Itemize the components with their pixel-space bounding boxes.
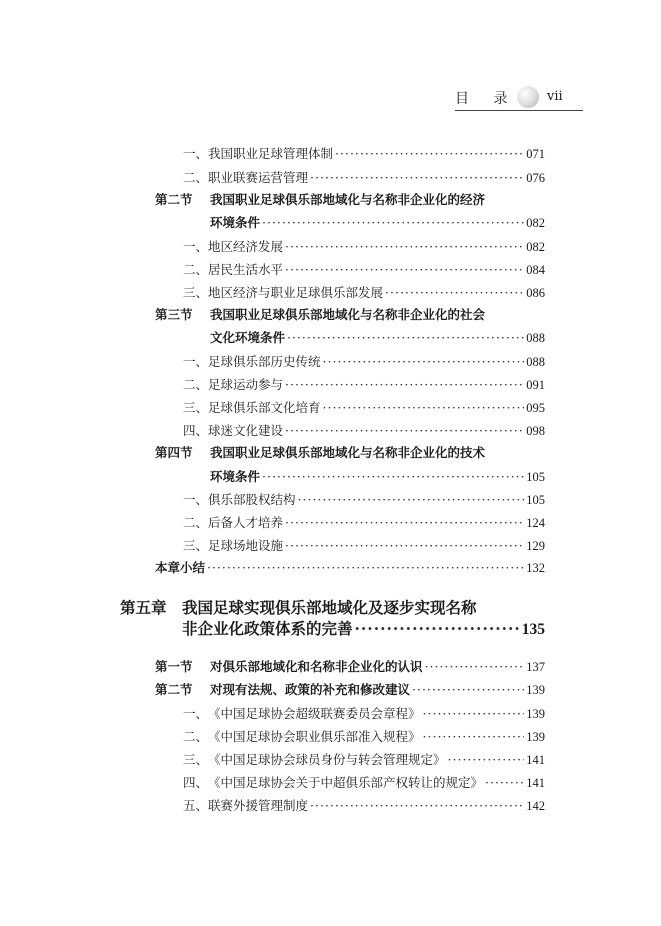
entry-title: 后备人才培养 — [208, 515, 284, 530]
section-title-line2: 环境条件 — [210, 469, 261, 484]
entry-title: 职业联赛运营管理 — [208, 170, 309, 185]
entry-page: 139 — [526, 730, 545, 744]
entry-number: 一、 — [183, 354, 209, 369]
entry-number: 四、 — [183, 423, 209, 438]
entry-number: 二、 — [183, 729, 209, 744]
entry-number: 一、 — [183, 239, 209, 254]
entry-page: 137 — [526, 660, 545, 674]
entry-title: 我国职业足球管理体制 — [208, 146, 334, 161]
dot-leader — [285, 423, 524, 438]
dot-leader — [323, 354, 525, 369]
entry-number: 三、 — [183, 285, 209, 300]
toc-entry[interactable] — [183, 237, 545, 255]
entry-number: 四、 — [183, 775, 209, 790]
dot-leader — [285, 515, 524, 530]
dot-leader — [485, 775, 524, 790]
toc-entry[interactable] — [210, 467, 545, 485]
toc-entry[interactable] — [183, 283, 545, 301]
entry-number: 五、 — [183, 798, 209, 813]
entry-number: 三、 — [183, 752, 209, 767]
toc-entry[interactable] — [183, 375, 545, 393]
dot-leader — [423, 706, 525, 721]
toc-entry[interactable] — [183, 398, 545, 416]
entry-title: 俱乐部股权结构 — [208, 492, 296, 507]
entry-page: 086 — [526, 286, 545, 300]
toc-entry[interactable] — [210, 213, 545, 231]
chapter-title-line2: 非企业化政策体系的完善 — [182, 619, 353, 638]
entry-page: 132 — [526, 561, 545, 575]
entry-page: 129 — [526, 539, 545, 553]
entry-page: 076 — [526, 171, 545, 185]
entry-title: 足球俱乐部文化培育 — [208, 400, 321, 415]
dot-leader — [448, 752, 525, 767]
entry-number: 二、 — [183, 262, 209, 277]
header-page-number: vii — [547, 89, 563, 104]
entry-page: 088 — [526, 355, 545, 369]
dot-leader — [287, 330, 524, 345]
entry-page: 084 — [526, 263, 545, 277]
entry-title: 联赛外援管理制度 — [208, 798, 309, 813]
dot-leader — [207, 560, 524, 575]
entry-title: 《中国足球协会球员身份与转会管理规定》 — [208, 752, 446, 767]
entry-title: 地区经济与职业足球俱乐部发展 — [208, 285, 384, 300]
entry-title: 足球运动参与 — [208, 377, 284, 392]
dot-leader — [423, 729, 525, 744]
entry-title: 《中国足球协会超级联赛委员会章程》 — [208, 706, 421, 721]
section-title-line2: 环境条件 — [210, 215, 261, 230]
entry-number: 一、 — [183, 706, 209, 721]
toc-entry[interactable] — [155, 558, 545, 576]
dot-leader — [262, 215, 524, 230]
section-label: 第二节 — [155, 192, 193, 207]
toc-entry[interactable] — [210, 328, 545, 346]
entry-page: 141 — [526, 753, 545, 767]
toc-entry[interactable] — [183, 490, 545, 508]
toc-entry[interactable] — [155, 657, 545, 675]
section-label: 第一节 — [155, 659, 193, 674]
dot-leader — [310, 798, 524, 813]
entry-page: 105 — [526, 493, 545, 507]
entry-page: 142 — [526, 799, 545, 813]
entry-page: 095 — [526, 401, 545, 415]
section-title-line2: 文化环境条件 — [210, 330, 286, 345]
entry-number: 二、 — [183, 377, 209, 392]
dot-leader — [412, 682, 524, 697]
section-title-line1[interactable]: 我国职业足球俱乐部地域化与名称非企业化的技术 — [210, 445, 486, 460]
section-label: 第二节 — [155, 682, 193, 697]
entry-title: 地区经济发展 — [208, 239, 284, 254]
dot-leader — [425, 659, 525, 674]
entry-title: 足球场地设施 — [208, 538, 284, 553]
entry-number: 三、 — [183, 538, 209, 553]
dot-leader — [335, 146, 524, 161]
section-label: 第三节 — [155, 307, 193, 322]
entry-title: 球迷文化建设 — [208, 423, 284, 438]
entry-page: 135 — [521, 621, 545, 638]
entry-title: 《中国足球协会关于中超俱乐部产权转让的规定》 — [208, 775, 484, 790]
entry-page: 105 — [526, 470, 545, 484]
toc-entry[interactable] — [183, 773, 545, 791]
entry-number: 三、 — [183, 400, 209, 415]
toc-entry[interactable] — [183, 727, 545, 745]
entry-number: 一、 — [183, 146, 209, 161]
dot-leader — [285, 377, 524, 392]
chapter-label: 第五章 — [120, 598, 167, 617]
entry-title: 对现有法规、政策的补充和修改建议 — [210, 682, 411, 697]
dot-leader — [285, 262, 524, 277]
entry-page: 098 — [526, 424, 545, 438]
dot-leader — [285, 538, 524, 553]
toc-entry[interactable] — [155, 680, 545, 698]
toc-entry[interactable] — [182, 617, 545, 639]
entry-title: 居民生活水平 — [208, 262, 284, 277]
chapter-summary-title: 本章小结 — [155, 560, 206, 575]
entry-page: 141 — [526, 776, 545, 790]
section-title-line1[interactable]: 我国职业足球俱乐部地域化与名称非企业化的社会 — [210, 307, 486, 322]
entry-page: 071 — [526, 147, 545, 161]
entry-title: 对俱乐部地域化和名称非企业化的认识 — [210, 659, 423, 674]
toc-entry[interactable] — [183, 704, 545, 722]
entry-page: 082 — [526, 240, 545, 254]
dot-leader — [285, 239, 524, 254]
section-label: 第四节 — [155, 445, 193, 460]
entry-title: 《中国足球协会职业俱乐部准入规程》 — [208, 729, 421, 744]
dot-leader — [262, 469, 524, 484]
header-title: 目 录 — [455, 91, 518, 107]
chapter-title-line1[interactable]: 我国足球实现俱乐部地域化及逐步实现名称 — [182, 598, 477, 617]
entry-page: 139 — [526, 683, 545, 697]
entry-number: 一、 — [183, 492, 209, 507]
entry-number: 二、 — [183, 170, 209, 185]
entry-page: 091 — [526, 378, 545, 392]
entry-number: 二、 — [183, 515, 209, 530]
dot-leader — [298, 492, 525, 507]
entry-page: 082 — [526, 216, 545, 230]
entry-title: 足球俱乐部历史传统 — [208, 354, 321, 369]
toc-entry[interactable] — [183, 750, 545, 768]
entry-page: 124 — [526, 516, 545, 530]
toc-entry[interactable] — [183, 536, 545, 554]
toc-entry[interactable] — [183, 260, 545, 278]
dot-leader — [385, 285, 524, 300]
section-title-line1[interactable]: 我国职业足球俱乐部地域化与名称非企业化的经济 — [210, 192, 486, 207]
toc-entry[interactable] — [183, 144, 545, 162]
dot-leader — [310, 170, 524, 185]
toc-entry[interactable] — [183, 796, 545, 814]
toc-entry[interactable] — [183, 352, 545, 370]
toc-entry[interactable] — [183, 421, 545, 439]
entry-page: 139 — [526, 707, 545, 721]
toc-entry[interactable] — [183, 168, 545, 186]
toc-entry[interactable] — [183, 513, 545, 531]
entry-page: 088 — [526, 331, 545, 345]
dot-leader — [355, 619, 520, 638]
dot-leader — [323, 400, 525, 415]
